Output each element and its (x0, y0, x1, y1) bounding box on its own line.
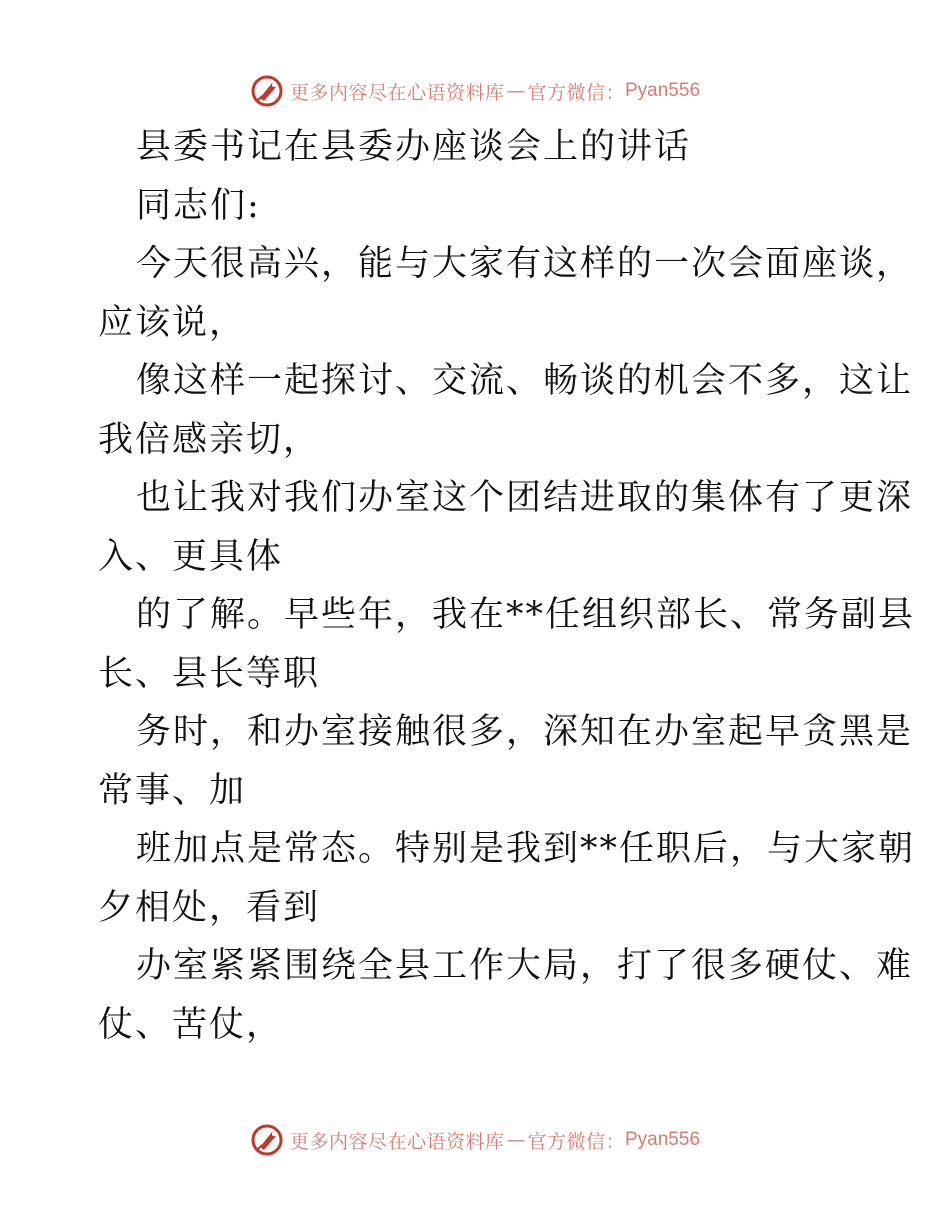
text-line: 常事、加 (98, 770, 247, 811)
text-line: 的了解。早些年，我在**任组织部长、常务副县 (136, 595, 916, 635)
text-line: 仗、苦仗， (98, 1004, 284, 1045)
text-line: 像这样一起探讨、交流、畅谈的机会不多，这让 (136, 361, 914, 401)
text-line: 长、县长等职 (98, 653, 321, 694)
header-watermark (0, 71, 950, 111)
text-line: 夕相处，看到 (98, 887, 321, 928)
text-line: 我倍感亲切， (98, 419, 321, 460)
text-line: 办室紧紧围绕全县工作大局，打了很多硬仗、难 (136, 946, 914, 986)
watermark-text: 更多内容尽在心语资料库 (289, 81, 505, 104)
watermark-label: 官方微信： (527, 1130, 625, 1153)
text-line: 班加点是常态。特别是我到**任职后，与大家朝 (136, 829, 916, 869)
document-body (98, 118, 916, 1054)
text-line: 入、更具体 (98, 536, 284, 577)
text-line: 也让我对我们办室这个团结进取的集体有了更深 (136, 478, 914, 518)
salutation: 同志们: (136, 185, 261, 226)
watermark-text: 更多内容尽在心语资料库 (289, 1130, 505, 1153)
pen-nib-circle-icon (250, 1123, 284, 1157)
document-title: 县委书记在县委办座谈会上的讲话 (136, 127, 692, 167)
watermark-id: Pyan556 (625, 80, 701, 101)
text-line: 应该说， (98, 302, 247, 343)
watermark-label: 官方微信： (527, 81, 625, 104)
watermark-id: Pyan556 (625, 1129, 701, 1150)
pen-nib-circle-icon (250, 74, 284, 108)
watermark-separator: — (506, 1129, 526, 1151)
watermark-separator: — (506, 80, 526, 102)
text-line: 今天很高兴，能与大家有这样的一次会面座谈， (136, 244, 914, 284)
text-line: 务时，和办室接触很多，深知在办室起早贪黑是 (136, 712, 914, 752)
footer-watermark (0, 1120, 950, 1160)
